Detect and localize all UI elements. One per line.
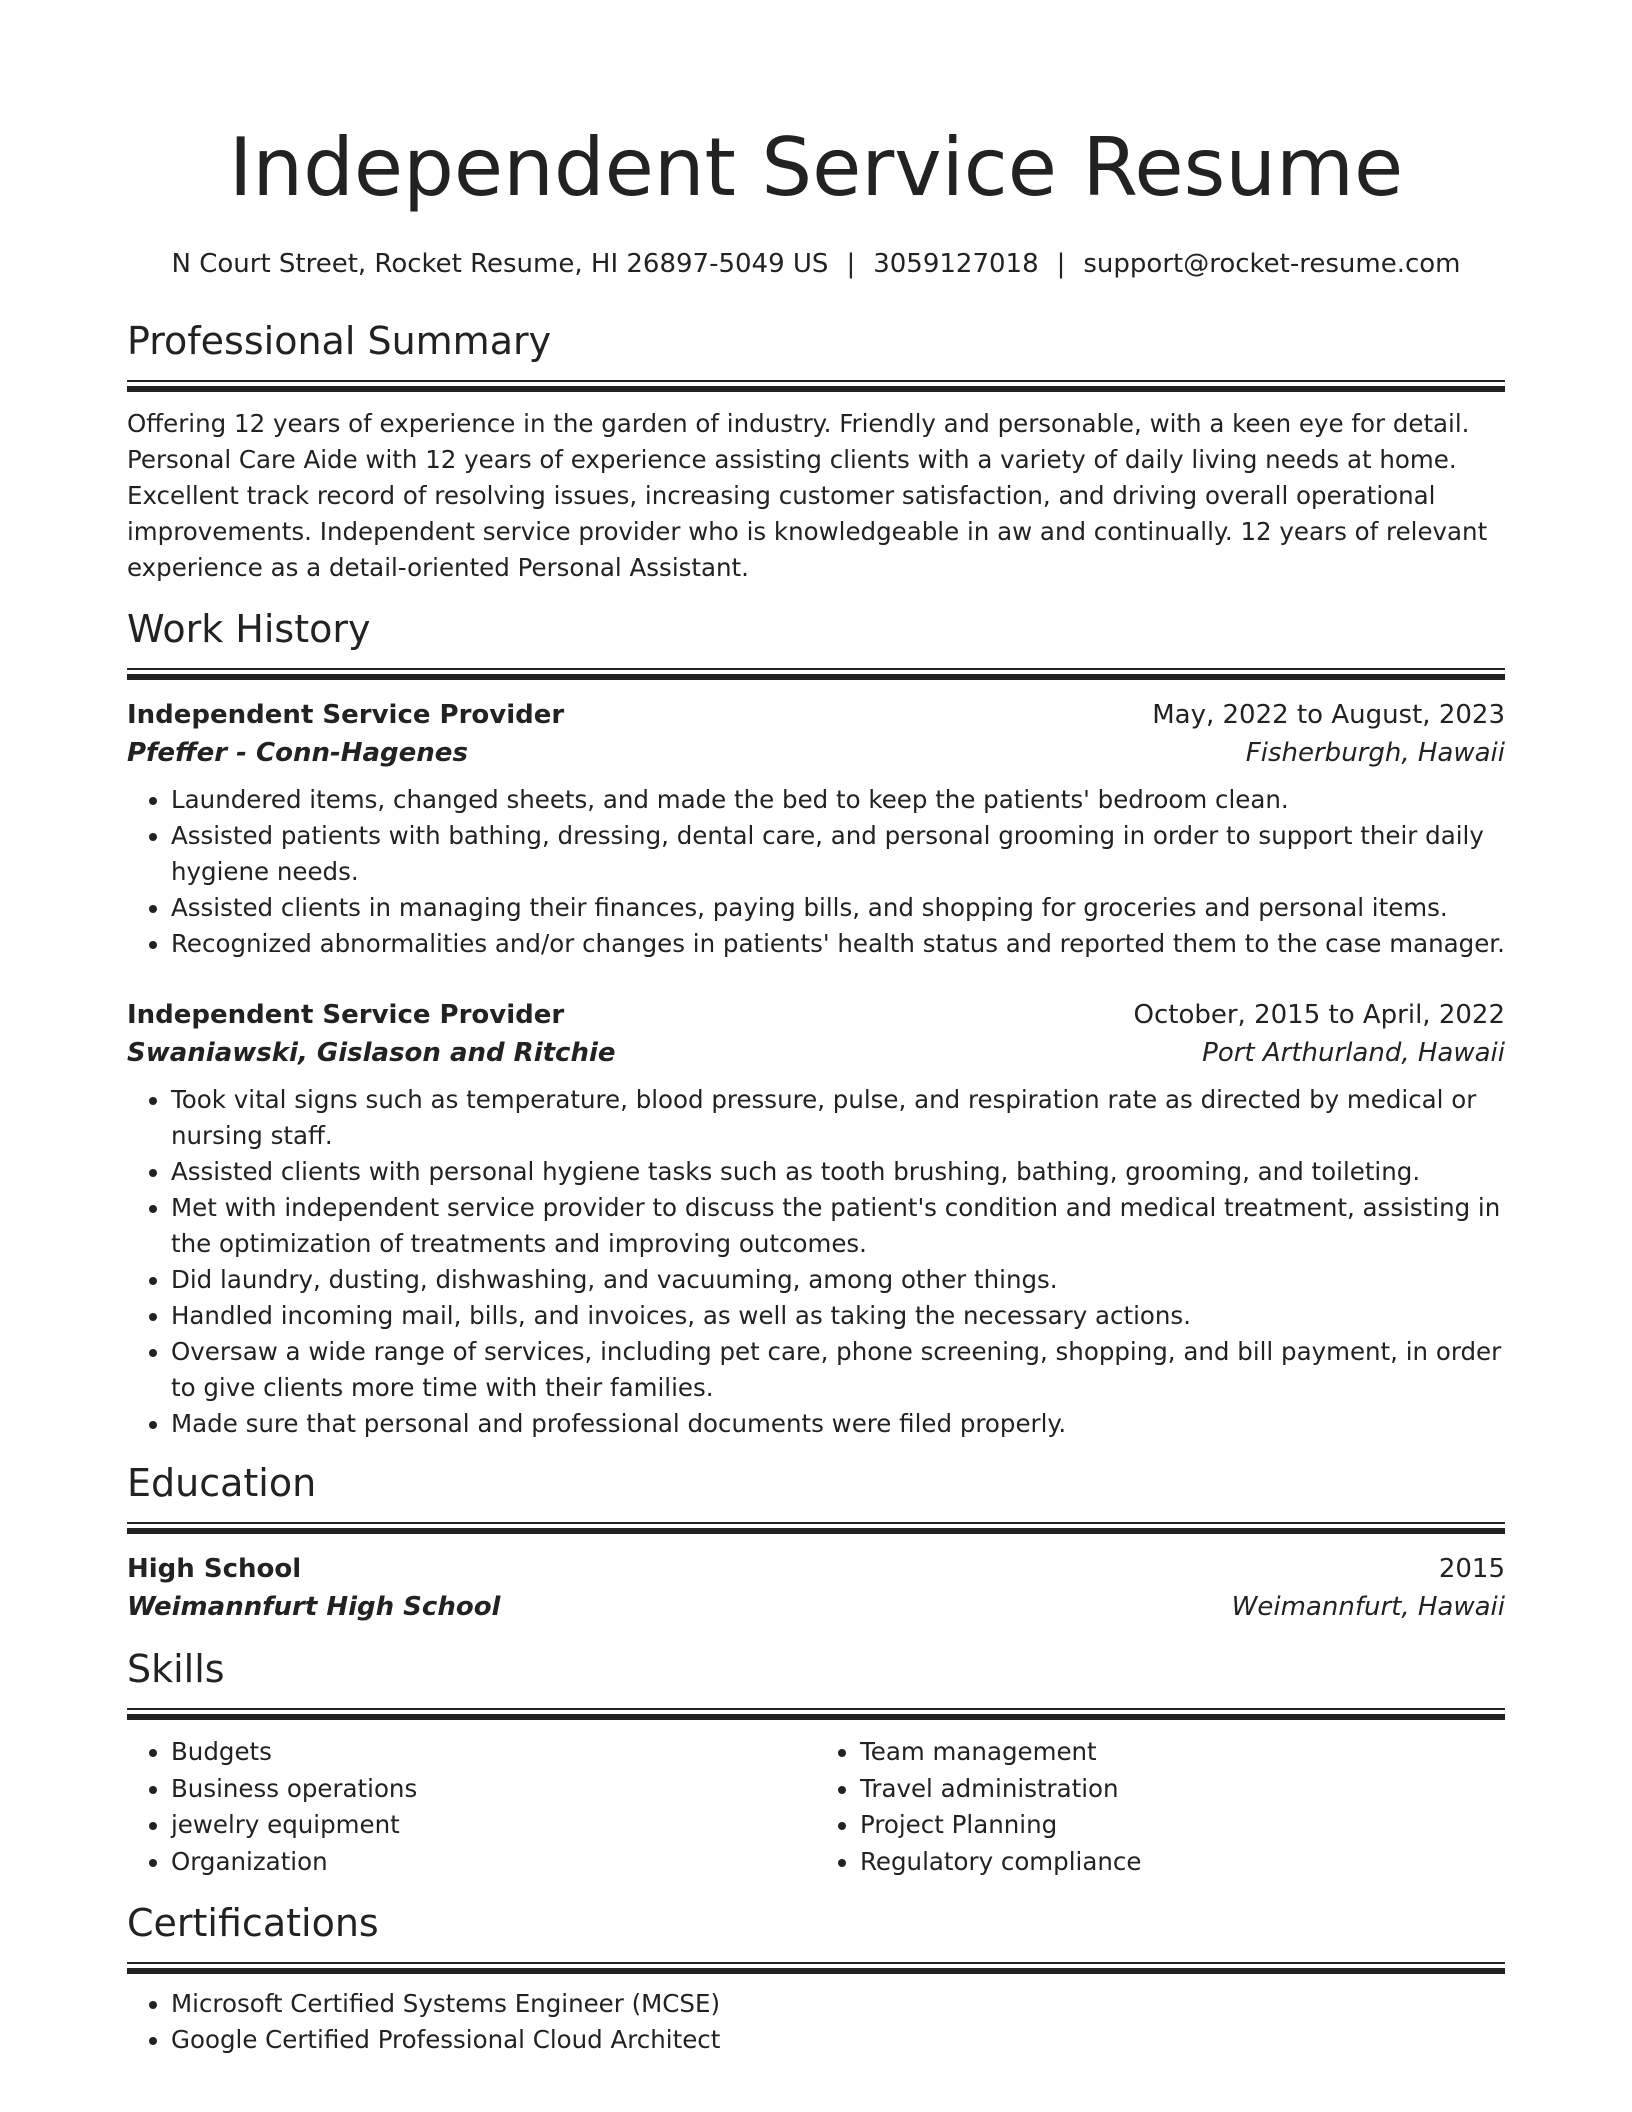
job-location: Port Arthurland, Hawaii (1202, 1038, 1505, 1068)
section-divider (127, 1962, 1505, 1974)
skill-item: • jewelry equipment (171, 1807, 816, 1844)
skills-list-right (816, 1734, 1505, 1880)
section-divider (127, 668, 1505, 680)
contact-email[interactable]: support@rocket-resume.com (1083, 249, 1461, 279)
job-bullet: • Met with independent service provider to discuss the patient's condition and medical treatment, assisting in the optimization of treatments and improving outcomes. (171, 1190, 1505, 1262)
certifications-section (127, 1898, 1505, 2058)
section-divider (127, 1522, 1505, 1534)
skill-item: • Travel administration (860, 1771, 1505, 1808)
contact-line (127, 246, 1505, 282)
resume-title: Independent Service Resume (228, 121, 1404, 214)
education-section (127, 1458, 1505, 1626)
job-bullet: • Recognized abnormalities and/or changes in patients' health status and reported them to the case manager. (171, 926, 1505, 962)
education-school: Weimannfurt High School (127, 1592, 501, 1622)
job-bullet: • Assisted clients with personal hygiene tasks such as tooth brushing, bathing, grooming, and toileting. (171, 1154, 1505, 1190)
work-section (127, 604, 1505, 1442)
skills-section (127, 1644, 1505, 1880)
job-company: Pfeffer - Conn-Hagenes (127, 738, 468, 768)
section-divider (127, 380, 1505, 392)
job-bullet: • Assisted clients in managing their finances, paying bills, and shopping for groceries and personal items. (171, 890, 1505, 926)
job-dates: May, 2022 to August, 2023 (1152, 700, 1505, 730)
section-title-education: Education (127, 1461, 317, 1505)
section-title-skills: Skills (127, 1647, 225, 1691)
section-title-work: Work History (127, 607, 371, 651)
job-entry (127, 696, 1505, 962)
skill-item: • Team management (860, 1734, 1505, 1771)
education-degree: High School (127, 1554, 302, 1584)
skill-item: • Budgets (171, 1734, 816, 1771)
section-title-certifications: Certifications (127, 1901, 379, 1945)
education-location: Weimannfurt, Hawaii (1231, 1592, 1505, 1622)
job-bullets (127, 1082, 1505, 1442)
job-bullet: • Made sure that personal and professional documents were filed properly. (171, 1406, 1505, 1442)
summary-section (127, 316, 1505, 586)
job-entry (127, 996, 1505, 1442)
job-dates: October, 2015 to April, 2022 (1133, 1000, 1505, 1030)
job-bullet: • Laundered items, changed sheets, and made the bed to keep the patients' bedroom clean. (171, 782, 1505, 818)
job-bullet: • Took vital signs such as temperature, blood pressure, pulse, and respiration rate as directed by medical or nursing staff. (171, 1082, 1505, 1154)
skill-item: • Regulatory compliance (860, 1844, 1505, 1881)
contact-phone: 3059127018 (873, 249, 1039, 279)
summary-text: Offering 12 years of experience in the garden of industry. Friendly and personable, with a keen eye for detail. Personal Care Aide with 12 years of experience assisting clients with a variety of daily living needs at home. Excellent track record of resolving issues, increasing customer satisfaction, and driving overall operational improvements. Independent service provider who is knowledgeable in aw and continually. 12 years of relevant experience as a detail-oriented Personal Assistant. (127, 409, 1488, 582)
job-location: Fisherburgh, Hawaii (1245, 738, 1505, 768)
skill-item: • Organization (171, 1844, 816, 1881)
job-title: Independent Service Provider (127, 700, 565, 730)
certifications-list (127, 1986, 1505, 2058)
skills-list-left (127, 1734, 816, 1880)
contact-separator: | (1056, 249, 1066, 279)
job-bullet: • Handled incoming mail, bills, and invoices, as well as taking the necessary actions. (171, 1298, 1505, 1334)
education-year: 2015 (1438, 1554, 1505, 1584)
job-bullet: • Did laundry, dusting, dishwashing, and vacuuming, among other things. (171, 1262, 1505, 1298)
section-divider (127, 1708, 1505, 1720)
job-bullet: • Assisted patients with bathing, dressing, dental care, and personal grooming in order to support their daily hygiene needs. (171, 818, 1505, 890)
certification-item: • Google Certified Professional Cloud Architect (171, 2022, 1505, 2058)
job-bullet: • Oversaw a wide range of services, including pet care, phone screening, shopping, and bill payment, in order to give clients more time with their families. (171, 1334, 1505, 1406)
job-company: Swaniawski, Gislason and Ritchie (127, 1038, 616, 1068)
skill-item: • Project Planning (860, 1807, 1505, 1844)
section-title-summary: Professional Summary (127, 319, 552, 363)
contact-separator: | (846, 249, 856, 279)
skill-item: • Business operations (171, 1771, 816, 1808)
job-bullets (127, 782, 1505, 962)
job-title: Independent Service Provider (127, 1000, 565, 1030)
certification-item: • Microsoft Certified Systems Engineer (MCSE) (171, 1986, 1505, 2022)
skills-columns (127, 1734, 1505, 1880)
contact-address: N Court Street, Rocket Resume, HI 26897-5049 US (171, 249, 829, 279)
